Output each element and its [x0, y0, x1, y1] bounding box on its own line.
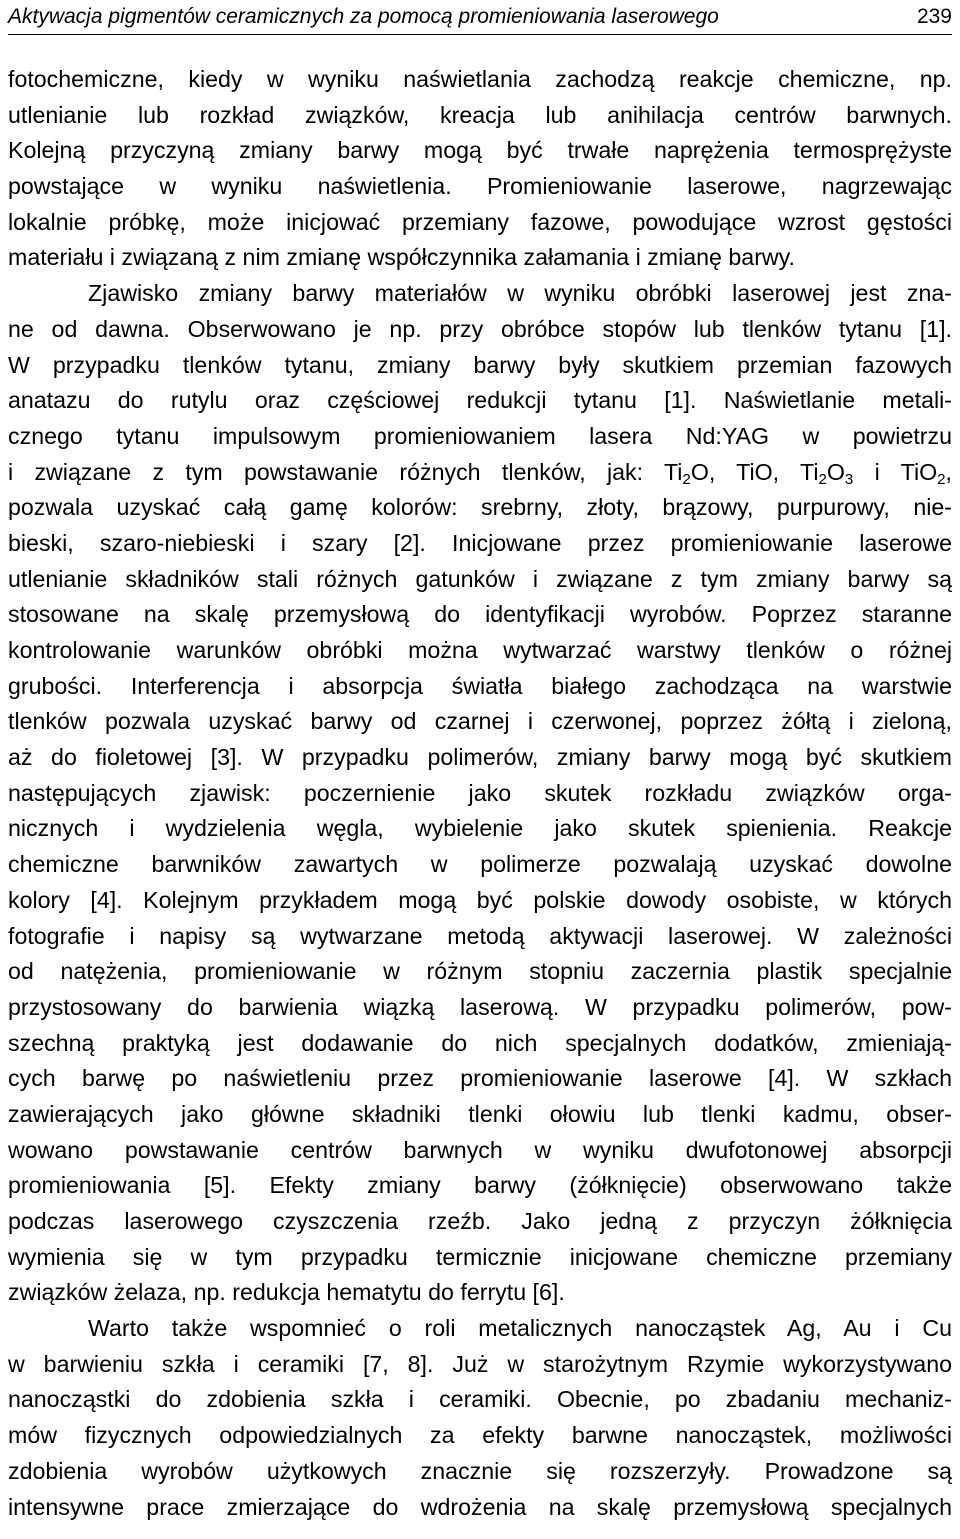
text-line: szechną praktyką jest dodawanie do nich specjalnych dodatków, zmieniają-: [8, 1029, 952, 1056]
text-line: zawierających jako główne składniki tlenki ołowiu lub tlenki kadmu, obser-: [8, 1100, 952, 1127]
formula-prefix: i związane z tym powstawanie różnych tlenków, jak: Ti: [8, 458, 683, 485]
text-line: utlenianie składników stali różnych gatunków i związane z tym zmiany barwy są: [8, 565, 952, 592]
text-line: materiału i związaną z nim zmianę współczynnika załamania i zmianę barwy.: [8, 244, 795, 271]
text-line: ne od dawna. Obserwowano je np. przy obróbce stopów lub tlenków tytanu [1].: [8, 315, 952, 342]
body-text: [8, 62, 952, 1525]
text-line: nanocząstki do zdobienia szkła i ceramiki. Obecnie, po zbadaniu mechaniz-: [8, 1386, 952, 1413]
text-line: mów fizycznych odpowiedzialnych za efekty barwne nanocząstek, możliwości: [8, 1422, 952, 1449]
text-line: Kolejną przyczyną zmiany barwy mogą być trwałe naprężenia termosprężyste: [8, 137, 952, 164]
text-line: fotografie i napisy są wytwarzane metodą aktywacji laserowej. W zależności: [8, 922, 952, 949]
text-line: grubości. Interferencja i absorpcja światła białego zachodząca na warstwie: [8, 672, 952, 699]
text-line: podczas laserowego czyszczenia rzeźb. Jako jedną z przyczyn żółknięcia: [8, 1208, 952, 1234]
text-line: kolory [4]. Kolejnym przykładem mogą być polskie dowody osobiste, w których: [8, 886, 952, 913]
text-line: anatazu do rutylu oraz częściowej redukcji tytanu [1]. Naświetlanie metali-: [8, 387, 952, 414]
text-line: cych barwę po naświetleniu przez promieniowanie laserowe [4]. W szkłach: [8, 1065, 952, 1092]
text-line: pozwala uzyskać całą gamę kolorów: srebrny, złoty, brązowy, purpurowy, nie-: [8, 494, 952, 521]
subscript: 2: [937, 470, 946, 488]
text-line: lokalnie próbkę, może inicjować przemiany fazowe, powodujące wzrost gęstości: [8, 208, 952, 235]
text-line: powstające w wyniku naświetlenia. Promieniowanie laserowe, nagrzewając: [8, 173, 952, 200]
formula-mid: O: [826, 458, 845, 485]
formula-line: [8, 455, 952, 491]
text-line: następujących zjawisk: poczernienie jako skutek rozkładu związków orga-: [8, 779, 952, 806]
text-line: utlenianie lub rozkład związków, kreacja lub anihilacja centrów barwnych.: [8, 101, 952, 128]
paragraph-start-line: Warto także wspomnieć o roli metalicznych nanocząstek Ag, Au i Cu: [88, 1315, 952, 1342]
formula-mid: i TiO: [853, 458, 938, 485]
text-line: aż do fioletowej [3]. W przypadku polimerów, zmiany barwy mogą być skutkiem: [8, 744, 952, 771]
text-line: fotochemiczne, kiedy w wyniku naświetlania zachodzą reakcje chemiczne, np.: [8, 66, 952, 92]
text-line: nicznych i wydzielenia węgla, wybielenie jako skutek spienienia. Reakcje: [8, 815, 952, 842]
text-line: wowano powstawanie centrów barwnych w wyniku dwufotonowej absorpcji: [8, 1136, 952, 1163]
running-header: [8, 0, 952, 35]
page-number: 239: [916, 5, 952, 28]
formula-mid: O, TiO, Ti: [690, 458, 819, 485]
text-line: cznego tytanu impulsowym promieniowaniem lasera Nd:YAG w powietrzu: [8, 422, 952, 449]
text-line: stosowane na skalę przemysłową do identyfikacji wyrobów. Poprzez staranne: [8, 601, 952, 628]
text-line: W przypadku tlenków tytanu, zmiany barwy były skutkiem przemian fazowych: [8, 351, 952, 378]
text-line: wymienia się w tym przypadku termicznie inicjowane chemiczne przemiany: [8, 1243, 952, 1270]
text-line: w barwieniu szkła i ceramiki [7, 8]. Już w starożytnym Rzymie wykorzystywano: [8, 1350, 952, 1377]
subscript: 2: [682, 470, 691, 488]
text-line: od natężenia, promieniowanie w różnym stopniu zaczernia plastik specjalnie: [8, 958, 952, 985]
paragraph-start-line: Zjawisko zmiany barwy materiałów w wyniku obróbki laserowej jest zna-: [88, 280, 952, 307]
subscript: 3: [844, 470, 854, 488]
text-line: tlenków pozwala uzyskać barwy od czarnej i czerwonej, poprzez żółtą i zieloną,: [8, 708, 952, 735]
text-line: chemiczne barwników zawartych w polimerze pozwalają uzyskać dowolne: [8, 851, 952, 878]
text-line: intensywne prace zmierzające do wdrożenia na skalę przemysłową specjalnych: [8, 1493, 952, 1520]
text-line: promieniowania [5]. Efekty zmiany barwy (żółknięcie) obserwowano także: [8, 1172, 952, 1199]
text-line: związków żelaza, np. redukcja hematytu do ferrytu [6].: [8, 1279, 565, 1306]
formula-suffix: ,: [945, 458, 952, 485]
text-line: bieski, szaro-niebieski i szary [2]. Inicjowane przez promieniowanie laserowe: [8, 529, 952, 556]
text-line: zdobienia wyrobów użytkowych znacznie się rozszerzyły. Prowadzone są: [8, 1457, 952, 1484]
subscript: 2: [818, 470, 827, 488]
text-line: przystosowany do barwienia wiązką laserową. W przypadku polimerów, pow-: [8, 993, 952, 1020]
text-line: kontrolowanie warunków obróbki można wytwarzać warstwy tlenków o różnej: [8, 637, 952, 663]
running-title: Aktywacja pigmentów ceramicznych za pomocą promieniowania laserowego: [8, 5, 719, 28]
